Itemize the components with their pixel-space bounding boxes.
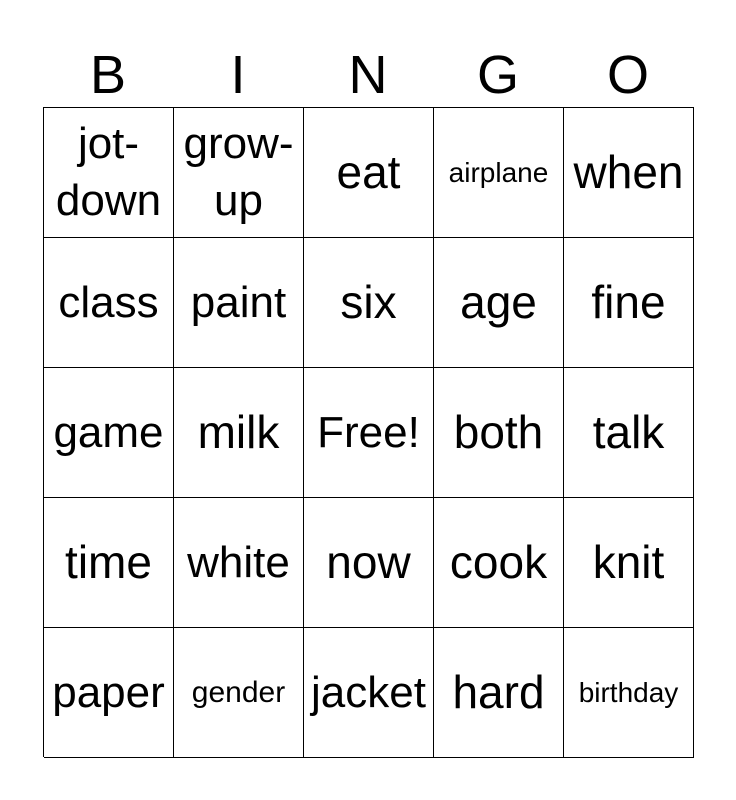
bingo-cell: game <box>44 368 174 498</box>
bingo-cell: knit <box>564 498 694 628</box>
bingo-cell: jot- down <box>44 108 174 238</box>
bingo-cell: grow- up <box>174 108 304 238</box>
bingo-cell: hard <box>434 628 564 758</box>
bingo-cell: fine <box>564 238 694 368</box>
header-letter-i: I <box>230 45 246 105</box>
bingo-cell: white <box>174 498 304 628</box>
header-letter-o: O <box>606 45 649 105</box>
bingo-cell: age <box>434 238 564 368</box>
bingo-cell: jacket <box>304 628 434 758</box>
header-letter-n: N <box>348 45 388 105</box>
free-space-cell: Free! <box>304 368 434 498</box>
bingo-card <box>43 107 694 757</box>
bingo-cell: paint <box>174 238 304 368</box>
header-letter-b: B <box>89 45 127 105</box>
bingo-cell: paper <box>44 628 174 758</box>
bingo-cell: time <box>44 498 174 628</box>
bingo-cell: six <box>304 238 434 368</box>
bingo-cell: gender <box>174 628 304 758</box>
bingo-header <box>43 44 693 106</box>
bingo-cell: airplane <box>434 108 564 238</box>
bingo-cell: now <box>304 498 434 628</box>
bingo-cell: talk <box>564 368 694 498</box>
bingo-cell: milk <box>174 368 304 498</box>
bingo-cell: both <box>434 368 564 498</box>
bingo-cell: when <box>564 108 694 238</box>
bingo-cell: class <box>44 238 174 368</box>
bingo-cell: birthday <box>564 628 694 758</box>
bingo-cell: cook <box>434 498 564 628</box>
bingo-cell: eat <box>304 108 434 238</box>
header-letter-g: G <box>476 45 519 105</box>
